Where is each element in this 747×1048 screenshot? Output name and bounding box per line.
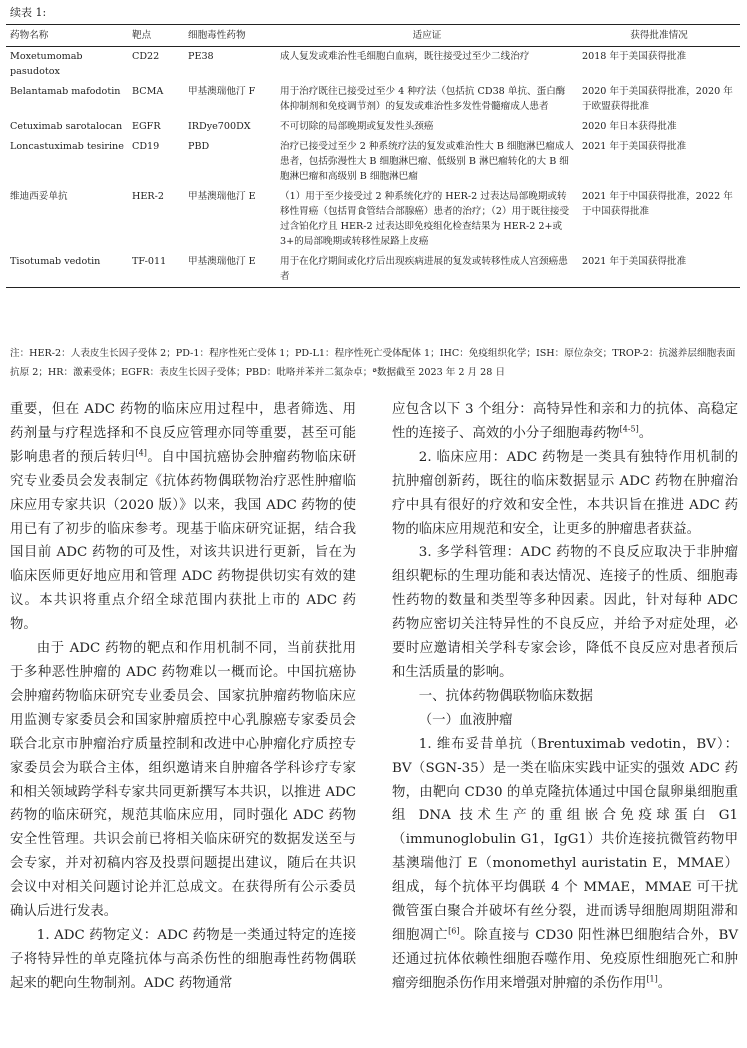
section-heading: 一、抗体药物偶联物临床数据 xyxy=(418,688,593,704)
drug-indication: 用于治疗既往已接受过至少 4 种疗法（包括抗 CD38 单抗、蛋白酶体抑制剂和免疫调节剂）的复发或难治性多发性骨髓瘤成人患者 xyxy=(280,86,566,112)
body-paragraph: 重要，但在 ADC 药物的临床应用过程中，患者筛选、用药剂量与疗程选择和不良反应管理亦同等重要，甚至可能影响患者的预后转归[4]。自中国抗癌协会肿瘤药物临床研究专业委员会发表制定《抗体药物偶联物治疗恶性肿瘤临床应用专家共识（2020 版）》以来，我国 ADC 药物的使用已有了初步的临床参考。现基于临床研究证据，结合我国目前 ADC 药物的可及性，对该共识进行更新，旨在为临床医师更好地应用和管理 ADC 药物提供切实有效的建议。本共识将重点介绍全球范围内获批上市的 ADC 药物。 xyxy=(10,402,357,633)
table-row xyxy=(6,137,740,187)
drug-name: Cetuximab sarotalocan xyxy=(10,121,123,132)
drug-approval: 2021 年于中国获得批准，2022 年于中国获得批准 xyxy=(582,191,733,217)
body-paragraph: 2. 临床应用：ADC 药物是一类具有独特作用机制的抗肿瘤创新药，既往的临床数据显示 ADC 药物在肿瘤治疗中具有很好的疗效和安全性，本共识旨在推进 ADC 药物的临床应用规范和安全，让更多的肿瘤患者获益。 xyxy=(392,449,738,537)
drug-payload: 甲基澳瑞他汀 E xyxy=(188,191,256,202)
citation: [4] xyxy=(135,448,147,458)
header-drug-name: 药物名称 xyxy=(6,25,128,47)
drug-name: Loncastuximab tesirine xyxy=(10,141,124,152)
drug-name: Tisotumab vedotin xyxy=(6,252,128,288)
drug-name: 维迪西妥单抗 xyxy=(10,191,68,202)
body-paragraph: 1. ADC 药物定义：ADC 药物是一类通过特定的连接子将特异性的单克隆抗体与高杀伤性的细胞毒性药物偶联起来的靶向生物制剂。ADC 药物通常 xyxy=(10,927,356,991)
table-row xyxy=(6,47,740,83)
header-target: 靶点 xyxy=(128,25,184,47)
table-row xyxy=(6,82,740,117)
header-indication: 适应证 xyxy=(276,25,578,47)
drug-approval: 2020 年于美国获得批准，2020 年于欧盟获得批准 xyxy=(582,86,733,112)
drug-payload: PBD xyxy=(188,141,210,152)
header-payload: 细胞毒性药物 xyxy=(184,25,276,47)
header-approval: 获得批准情况 xyxy=(578,25,740,47)
table-row xyxy=(6,117,740,137)
drug-name: Moxetumomab pasudotox xyxy=(10,51,83,77)
table-row xyxy=(6,252,740,288)
drug-target: CD22 xyxy=(132,51,160,62)
approval-table xyxy=(6,24,740,288)
drug-indication: （1）用于至少接受过 2 种系统化疗的 HER-2 过表达局部晚期或转移性胃癌（包括胃食管结合部腺癌）患者的治疗；（2）用于既往接受过含铂化疗且 HER-2 过表达即免疫组化检查结果为 HER-2 2+或 3+的局部晚期或转移性尿路上皮癌 xyxy=(280,191,570,247)
drug-indication: 成人复发或难治性毛细胞白血病，既往接受过至少二线治疗 xyxy=(280,51,530,62)
drug-approval: 2020 年日本获得批准 xyxy=(582,121,677,132)
drug-approval: 2021 年于美国获得批准 xyxy=(578,252,740,288)
drug-payload: IRDye700DX xyxy=(188,121,251,132)
drug-payload: 甲基澳瑞他汀 F xyxy=(188,86,256,97)
drug-payload: 甲基澳瑞他汀 E xyxy=(184,252,276,288)
table-row xyxy=(6,187,740,252)
drug-approval: 2018 年于美国获得批准 xyxy=(582,51,687,62)
drug-target: EGFR xyxy=(132,121,161,132)
drug-target: TF-011 xyxy=(128,252,184,288)
drug-indication: 用于在化疗期间或化疗后出现疾病进展的复发或转移性成人宫颈癌患者 xyxy=(276,252,578,288)
citation: [4-5] xyxy=(619,424,639,434)
drug-approval: 2021 年于美国获得批准 xyxy=(582,141,687,152)
right-column xyxy=(392,398,738,996)
drug-indication: 治疗已接受过至少 2 种系统疗法的复发或难治性大 B 细胞淋巴瘤成人患者，包括弥漫性大 B 细胞淋巴瘤、低级别 B 淋巴瘤转化的大 B 细胞淋巴瘤和高级别 B 细胞淋巴瘤 xyxy=(280,141,574,182)
body-paragraph: 1. 维布妥昔单抗（Brentuximab vedotin，BV）：BV（SGN-35）是一类在临床实践中证实的强效 ADC 药物，由靶向 CD30 的单克隆抗体通过中国仓鼠卵巢细胞重组 DNA 技术生产的重组嵌合免疫球蛋白 G1（immunoglobulin G1，IgG1）共价连接抗微管药物甲基澳瑞他汀 E（monomethyl auristatin E，MMAE）组成，每个抗体平均偶联 4 个 MMAE，MMAE 可干扰微管蛋白聚合并破坏有丝分裂，进而诱导细胞周期阻滞和细胞凋亡[6]。除直接与 CD30 阳性淋巴细胞结合外，BV 还通过抗体依赖性细胞吞噬作用、免疫原性细胞死亡和肿瘤旁细胞杀伤作用来增强对肿瘤的杀伤作用[1]。 xyxy=(392,736,739,991)
body-paragraph: 由于 ADC 药物的靶点和作用机制不同，当前获批用于多种恶性肿瘤的 ADC 药物难以一概而论。中国抗癌协会肿瘤药物临床研究专业委员会、国家抗肿瘤药物临床应用监测专家委员会和国家肿瘤质控中心乳腺癌专家委员会联合北京市肿瘤治疗质量控制和改进中心肿瘤化疗质控专家委员会为联合主体，组织邀请来自肿瘤各学科诊疗专家和相关领域跨学科专家共同更新撰写本共识，以推进 ADC 药物的临床研究，规范其临床应用，同时强化 ADC 药物安全性管理。共识会前已将相关临床研究的数据发送至与会专家，并对初稿内容及投票问题提出建议，随后在共识会议中对相关问题讨论并汇总成文。在获得所有公示委员确认后进行发表。 xyxy=(10,641,356,920)
table-header-row xyxy=(6,25,740,47)
left-column xyxy=(10,398,356,996)
citation: [6] xyxy=(448,926,460,936)
citation: [1] xyxy=(646,974,658,984)
drug-target: BCMA xyxy=(132,86,164,97)
drug-name: Belantamab mafodotin xyxy=(10,86,121,97)
table-caption: 续表 1: xyxy=(10,6,47,19)
drug-payload: PE38 xyxy=(188,51,214,62)
drug-target: CD19 xyxy=(132,141,160,152)
drug-target: HER-2 xyxy=(132,191,164,202)
drug-indication: 不可切除的局部晚期或复发性头颈癌 xyxy=(280,121,434,132)
body-paragraph: 3. 多学科管理：ADC 药物的不良反应取决于非肿瘤组织靶标的生理功能和表达情况、连接子的性质、细胞毒性药物的数量和类型等多种因素。因此，针对每种 ADC 药物应密切关注特异性的不良反应，并给予对症处理，必要时应邀请相关学科专家会诊，降低不良反应对患者预后和生活质量的影响。 xyxy=(392,545,738,680)
table-footnote: 注：HER-2：人表皮生长因子受体 2；PD-1：程序性死亡受体 1；PD-L1：程序性死亡受体配体 1；IHC：免疫组织化学；ISH：原位杂交；TROP-2：抗滋养层细胞表面抗原 2；HR：激素受体；EGFR：表皮生长因子受体；PBD：吡咯并苯并二氮杂卓；ª数据截至 2023 年 2 月 28 日 xyxy=(10,348,736,378)
subsection-heading: （一）血液肿瘤 xyxy=(418,712,513,728)
body-paragraph: 应包含以下 3 个组分：高特异性和亲和力的抗体、高稳定性的连接子、高效的小分子细胞毒药物[4-5]。 xyxy=(392,402,738,441)
